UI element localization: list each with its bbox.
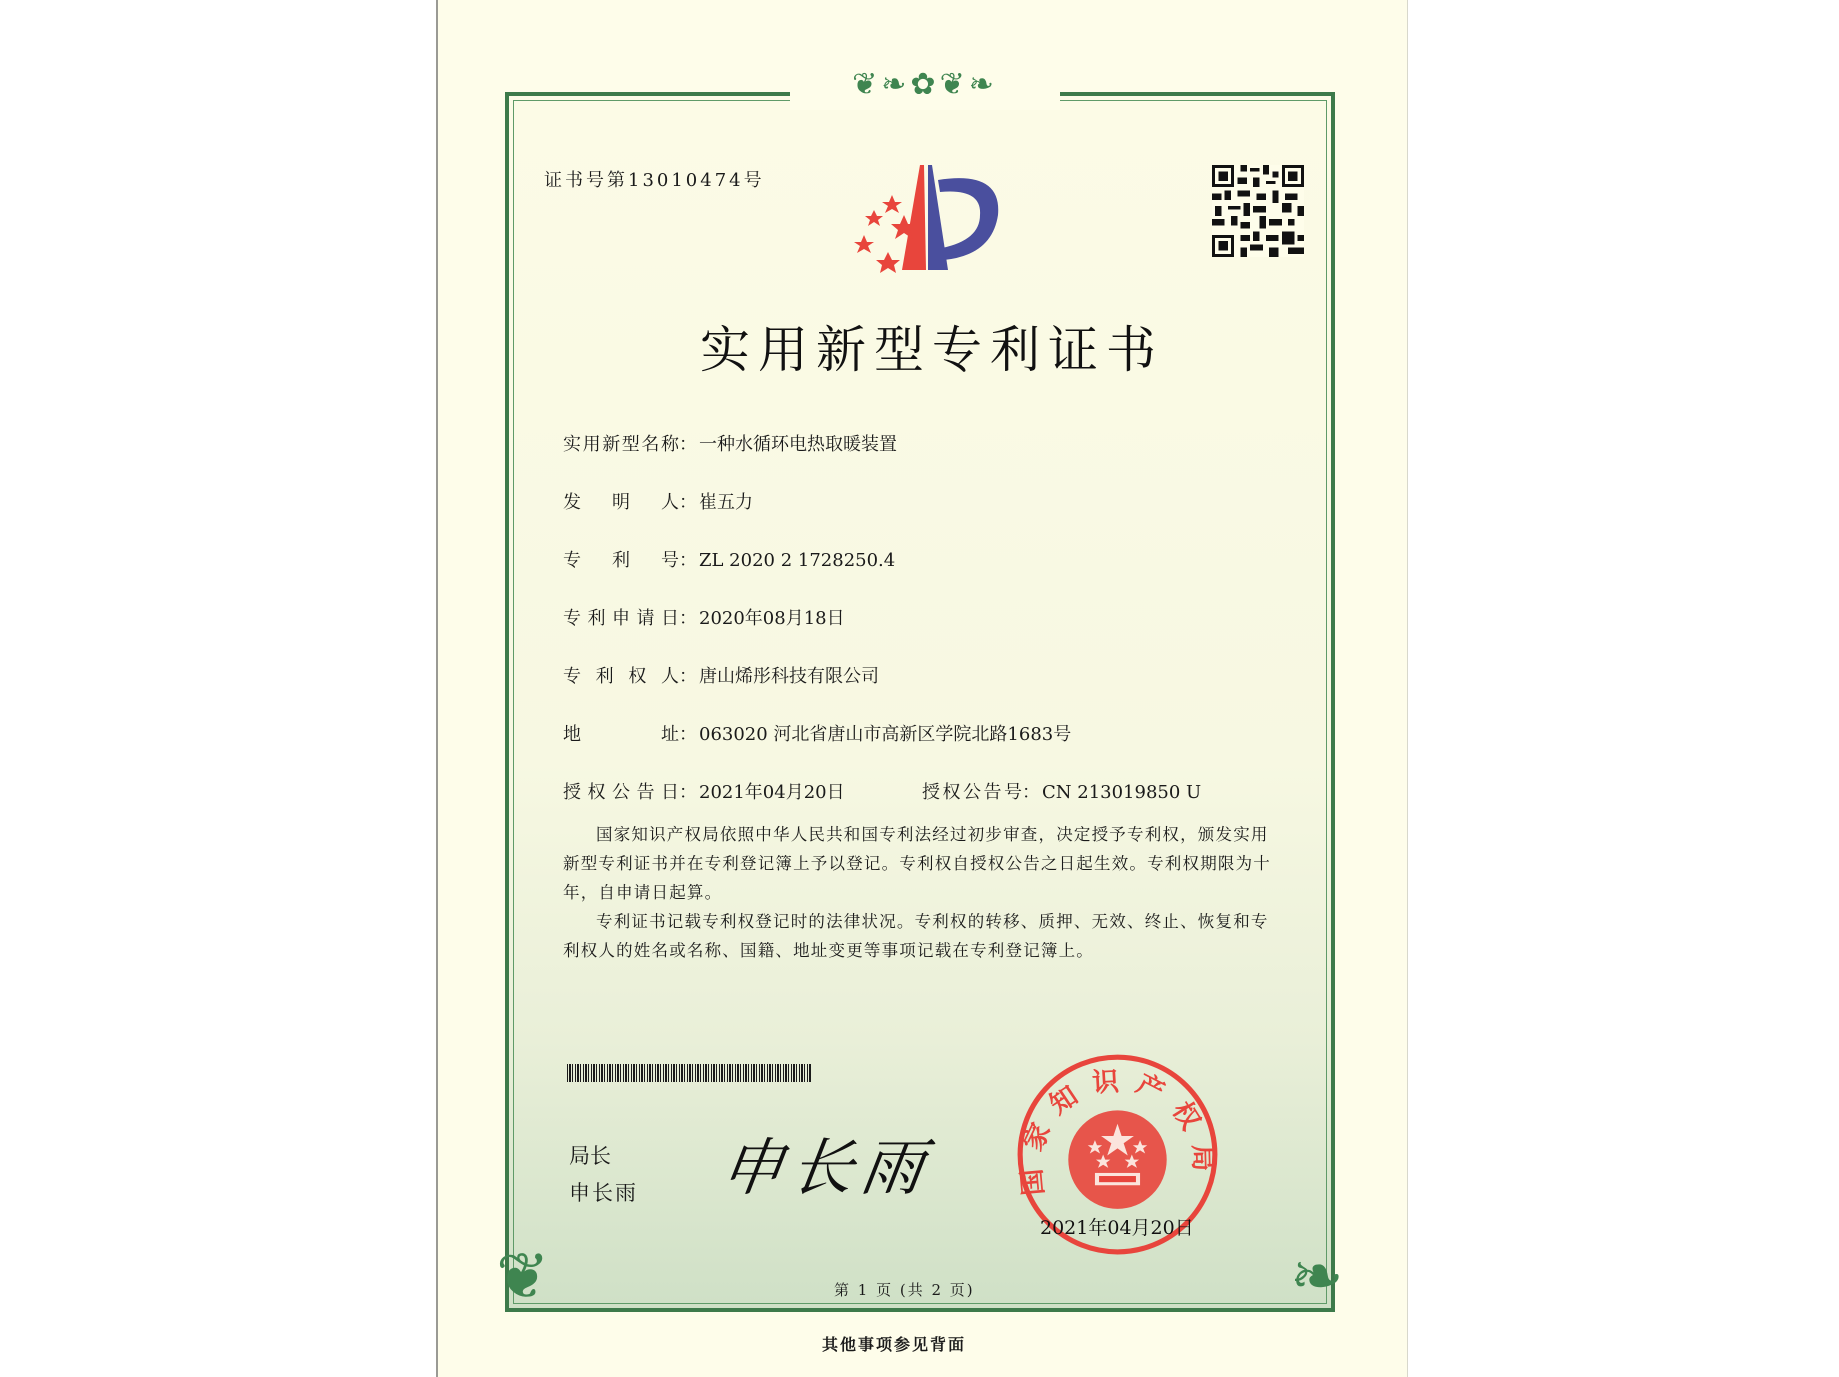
page-indicator: 第 1 页 (共 2 页) — [834, 1281, 975, 1299]
field-patent-number: 专利号： ZL 2020 2 1728250.4 — [563, 546, 895, 572]
certificate-number: 证书号第13010474号 — [544, 170, 765, 191]
field-label: 发明人 — [563, 492, 679, 513]
field-inventor: 发明人： 崔五力 — [563, 488, 753, 514]
qr-code-icon — [1212, 165, 1304, 257]
top-ornament-icon: ❦❧✿❦❧ — [790, 70, 1060, 110]
legal-paragraph-1: 国家知识产权局依照中华人民共和国专利法经过初步审查，决定授予专利权，颁发实用新型专利证书并在专利登记簿上予以登记。专利权自授权公告之日起生效。专利权期限为十年，自申请日起算。 — [563, 825, 1271, 902]
field-utility-model-name: 实用新型名称： 一种水循环电热取暖装置 — [563, 430, 897, 456]
field-address: 地址： 063020 河北省唐山市高新区学院北路1683号 — [563, 720, 1071, 746]
certificate-title: 实用新型专利证书 — [700, 321, 1164, 379]
seal-date: 2021年04月20日 — [1040, 1217, 1194, 1239]
field-value: 2020年08月18日 — [699, 608, 845, 629]
director-signature: 申长雨 — [716, 1131, 937, 1204]
field-label: 专利申请日 — [563, 608, 679, 629]
legal-statement — [563, 820, 1285, 965]
field-label: 实用新型名称 — [563, 434, 679, 455]
field-patentee: 专利权人： 唐山烯彤科技有限公司 — [563, 662, 879, 688]
field-label: 授权公告号 — [922, 782, 1022, 803]
field-label: 专利号 — [563, 550, 679, 571]
field-grant-date: 授权公告日： 2021年04月20日 — [563, 778, 845, 804]
field-label: 授权公告日 — [563, 782, 679, 803]
field-value: CN 213019850 U — [1042, 782, 1202, 803]
field-label: 专利权人 — [563, 666, 679, 687]
field-value: 一种水循环电热取暖装置 — [699, 434, 897, 455]
bottom-right-ornament-icon: ❧ — [1290, 1240, 1344, 1314]
field-value: 2021年04月20日 — [699, 782, 845, 803]
bottom-left-ornament-icon: ❦ — [496, 1240, 550, 1314]
field-value: ZL 2020 2 1728250.4 — [699, 550, 896, 571]
field-application-date: 专利申请日： 2020年08月18日 — [563, 604, 845, 630]
legal-paragraph-2: 专利证书记载专利权登记时的法律状况。专利权的转移、质押、无效、终止、恢复和专利权人的姓名或名称、国籍、地址变更等事项记载在专利登记簿上。 — [563, 912, 1269, 960]
field-value: 崔五力 — [699, 492, 753, 513]
director-name: 申长雨 — [569, 1181, 638, 1205]
svg-text:国家知识产权局: 国家知识产权局 — [1015, 1065, 1219, 1197]
field-label: 地址 — [563, 724, 679, 745]
director-title: 局长 — [569, 1144, 611, 1168]
back-note: 其他事项参见背面 — [822, 1335, 967, 1354]
field-value: 063020 河北省唐山市高新区学院北路1683号 — [699, 724, 1072, 745]
field-grant-number: 授权公告号： CN 213019850 U — [922, 778, 1201, 804]
cnipa-logo-icon — [852, 160, 1002, 275]
barcode-icon — [567, 1064, 812, 1082]
field-value: 唐山烯彤科技有限公司 — [699, 666, 879, 687]
